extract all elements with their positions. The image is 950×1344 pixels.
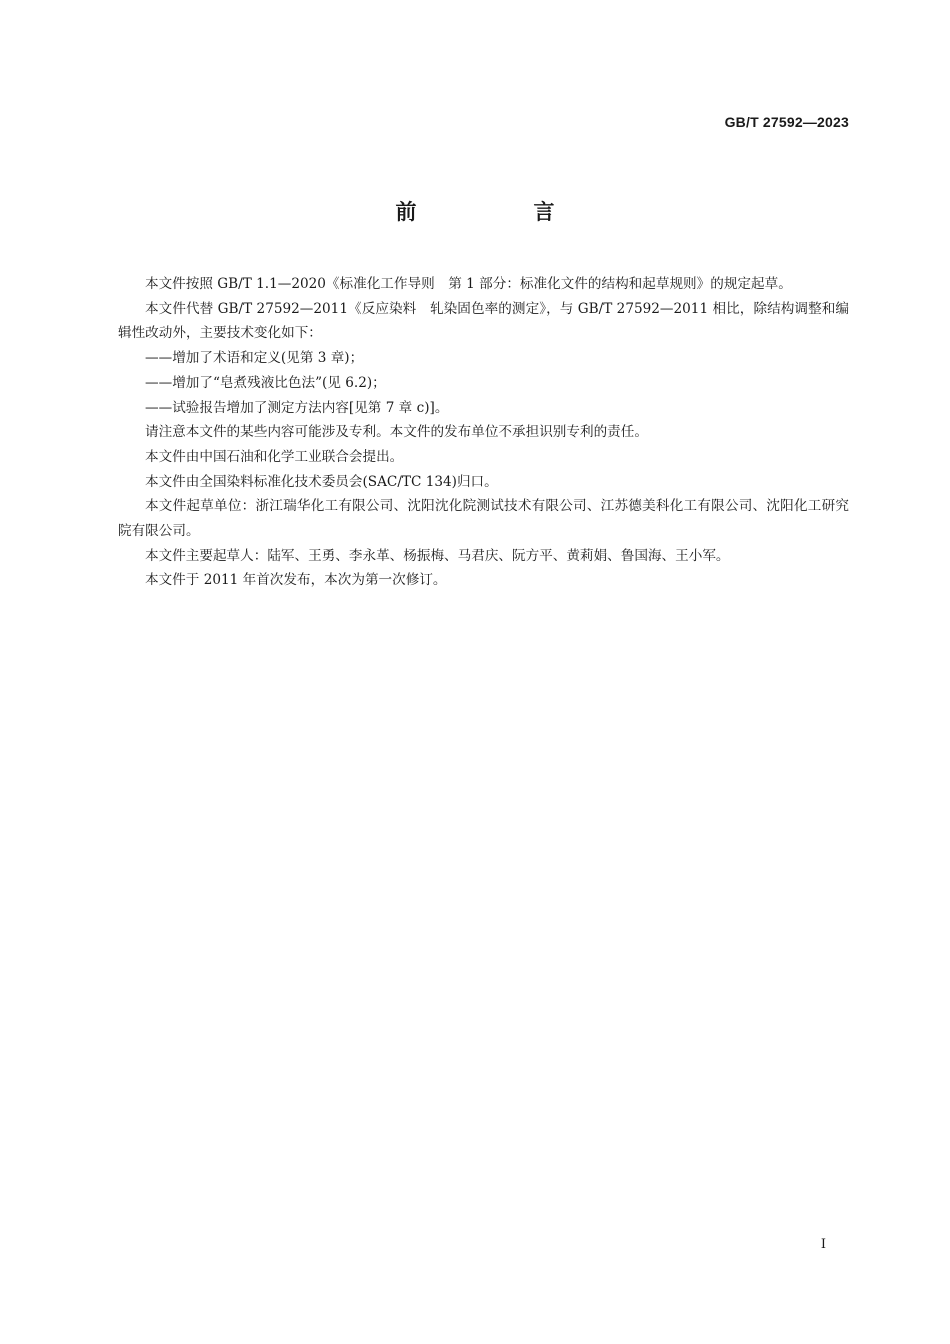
- standard-number: GB/T 27592—2023: [724, 114, 849, 130]
- paragraph-history: 本文件于 2011 年首次发布，本次为第一次修订。: [145, 572, 447, 589]
- change-item-terms: ——增加了术语和定义(见第 3 章)；: [145, 350, 364, 367]
- paragraph-proposer: 本文件由中国石油和化学工业联合会提出。: [145, 448, 404, 465]
- paragraph-replacement: 本文件代替 GB/T 27592—2011《反应染料 轧染固色率的测定》，与 GB/T 27592—2011 相比，除结构调整和编辑性改动外，主要技术变化如下：: [118, 300, 849, 342]
- paragraph-committee: 本文件由全国染料标准化技术委员会(SAC/TC 134)归口。: [145, 473, 498, 490]
- foreword-body: [118, 272, 849, 593]
- change-item-method: ——增加了“皂煮残液比色法”(见 6.2)；: [145, 374, 386, 391]
- page-number: I: [820, 1237, 826, 1252]
- page-title: 前 言: [395, 200, 603, 224]
- paragraph-drafters: 本文件主要起草人：陆军、王勇、李永革、杨振梅、马君庆、阮方平、黄莉娟、鲁国海、王小军。: [145, 547, 730, 564]
- paragraph-drafting-units: 本文件起草单位：浙江瑞华化工有限公司、沈阳沈化院测试技术有限公司、江苏德美科化工有限公司、沈阳化工研究院有限公司。: [118, 498, 849, 540]
- paragraph-drafting-rules: 本文件按照 GB/T 1.1—2020《标准化工作导则 第 1 部分：标准化文件的结构和起草规则》的规定起草。: [145, 276, 792, 292]
- change-item-report: ——试验报告增加了测定方法内容[见第 7 章 c)]。: [145, 399, 449, 416]
- paragraph-patent-notice: 请注意本文件的某些内容可能涉及专利。本文件的发布单位不承担识别专利的责任。: [145, 424, 648, 441]
